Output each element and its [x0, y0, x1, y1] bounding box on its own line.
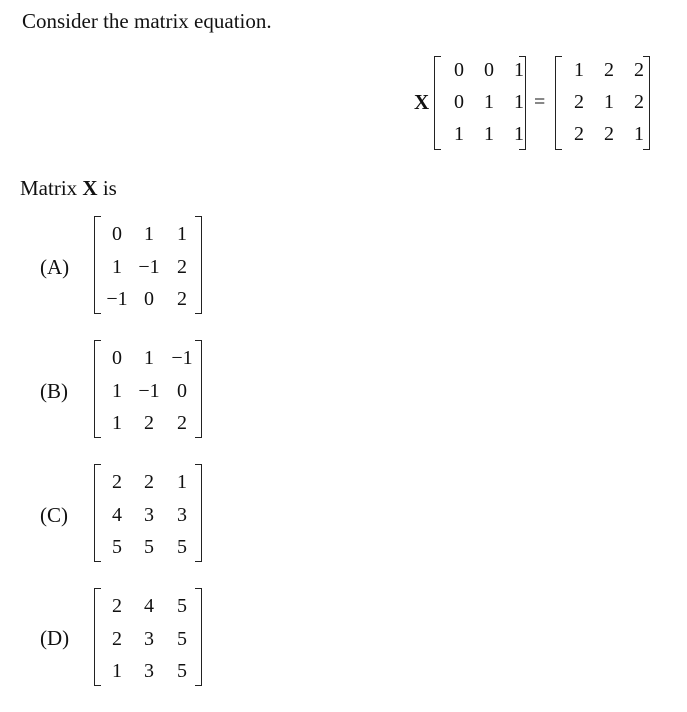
- matrix-cell: 1: [514, 59, 524, 81]
- question-prompt: Consider the matrix equation.: [22, 9, 272, 33]
- matrix-cell: 0: [454, 91, 464, 113]
- matrix-cell: 4: [144, 595, 154, 617]
- option-matrix: [94, 216, 202, 314]
- matrix-cell: 0: [112, 223, 122, 245]
- matrix-cell: 2: [634, 59, 644, 81]
- matrix-cell: −1: [106, 288, 128, 310]
- option-matrix: [94, 340, 202, 438]
- matrix-cell: 3: [144, 660, 154, 682]
- matrix-cell: 4: [112, 504, 122, 526]
- matrix-cell: 2: [177, 256, 187, 278]
- matrix-cell: 2: [604, 59, 614, 81]
- matrix-cell: 0: [454, 59, 464, 81]
- option-matrix: [94, 464, 202, 562]
- matrix-cell: 5: [144, 536, 154, 558]
- matrix-cell: 1: [454, 123, 464, 145]
- matrix-cell: −1: [138, 380, 160, 402]
- equation-variable: X: [414, 90, 430, 114]
- matrix-cell: 3: [144, 504, 154, 526]
- matrix-cell: 1: [634, 123, 644, 145]
- matrix-cell: −1: [171, 347, 193, 369]
- matrix-cell: 2: [112, 471, 122, 493]
- left-bracket: [94, 464, 101, 562]
- matrix-cell: 1: [574, 59, 584, 81]
- stem-variable: X: [82, 176, 98, 200]
- matrix-cell: 5: [177, 595, 187, 617]
- matrix-cell: 1: [514, 123, 524, 145]
- matrix-cell: 1: [112, 380, 122, 402]
- stem-suffix: is: [97, 176, 117, 200]
- matrix-cell: 1: [604, 91, 614, 113]
- matrix-cell: 1: [177, 471, 187, 493]
- question-stem: [20, 178, 117, 199]
- option-matrix: [94, 588, 202, 686]
- left-bracket: [555, 56, 562, 150]
- matrix-cell: 1: [112, 412, 122, 434]
- matrix-cell: 1: [112, 660, 122, 682]
- matrix-cell: 1: [112, 256, 122, 278]
- matrix-cell: 5: [112, 536, 122, 558]
- option-label: (A): [40, 255, 70, 279]
- equation-right-matrix: [555, 56, 650, 150]
- stem-prefix: Matrix: [20, 176, 83, 200]
- left-bracket: [94, 216, 101, 314]
- equation-left-matrix: [434, 56, 526, 150]
- option-label: (D): [40, 626, 70, 650]
- matrix-cell: 2: [177, 412, 187, 434]
- matrix-cell: 0: [112, 347, 122, 369]
- matrix-cell: 3: [177, 504, 187, 526]
- option-label: (B): [40, 379, 68, 403]
- matrix-cell: 2: [634, 91, 644, 113]
- matrix-cell: 5: [177, 628, 187, 650]
- matrix-cell: 1: [514, 91, 524, 113]
- matrix-cell: 2: [574, 91, 584, 113]
- matrix-cell: 0: [484, 59, 494, 81]
- matrix-cell: 2: [144, 471, 154, 493]
- matrix-cell: 1: [177, 223, 187, 245]
- matrix-cell: 2: [144, 412, 154, 434]
- matrix-cell: 2: [604, 123, 614, 145]
- matrix-cell: 1: [144, 223, 154, 245]
- equals-sign: =: [534, 91, 546, 113]
- matrix-cell: 2: [112, 595, 122, 617]
- matrix-cell: −1: [138, 256, 160, 278]
- option-label: (C): [40, 503, 68, 527]
- matrix-cell: 5: [177, 536, 187, 558]
- matrix-cell: 1: [144, 347, 154, 369]
- matrix-cell: 2: [177, 288, 187, 310]
- matrix-cell: 3: [144, 628, 154, 650]
- matrix-cell: 2: [574, 123, 584, 145]
- matrix-cell: 0: [177, 380, 187, 402]
- matrix-cell: 1: [484, 91, 494, 113]
- left-bracket: [94, 588, 101, 686]
- left-bracket: [434, 56, 441, 150]
- matrix-cell: 0: [144, 288, 154, 310]
- matrix-cell: 2: [112, 628, 122, 650]
- matrix-cell: 5: [177, 660, 187, 682]
- matrix-cell: 1: [484, 123, 494, 145]
- left-bracket: [94, 340, 101, 438]
